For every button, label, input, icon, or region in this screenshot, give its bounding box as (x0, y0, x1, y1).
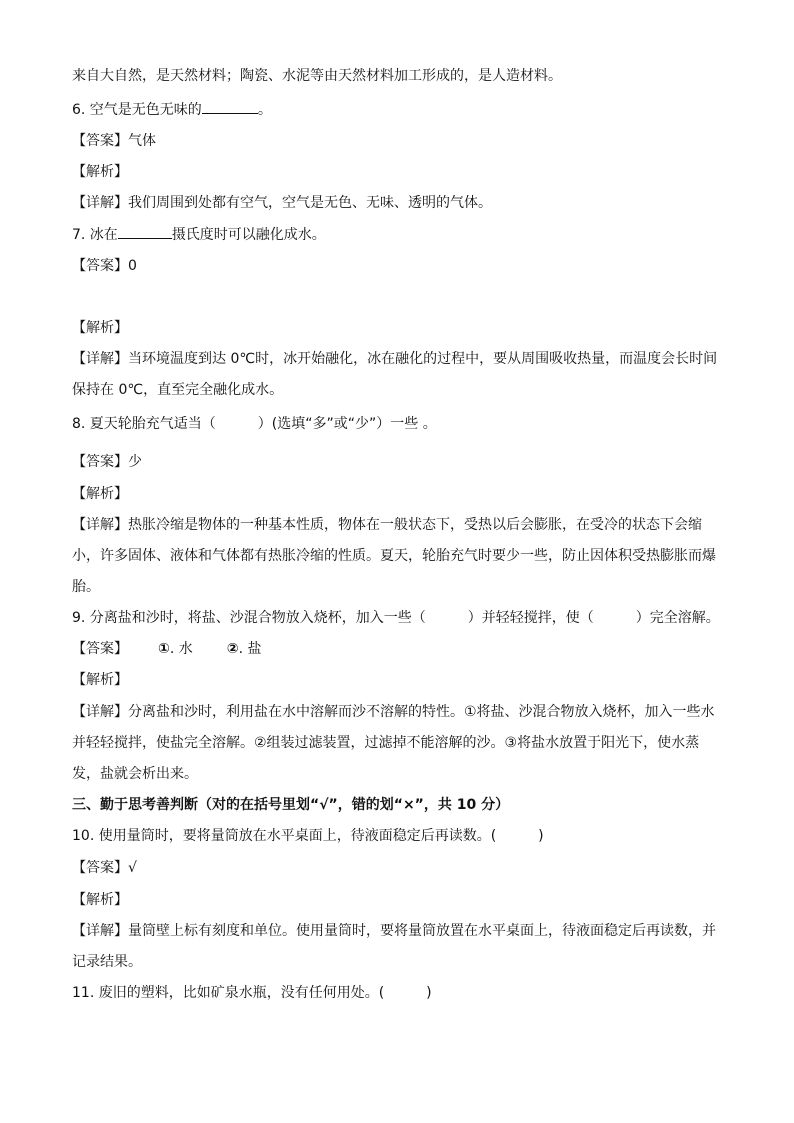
answer-blank (118, 224, 172, 239)
analysis-heading: 【解析】 (72, 672, 128, 688)
question-10: 10. 使用量筒时，要将量筒放在水平桌面上，待液面稳定后再读数。( ) (72, 828, 544, 844)
explanation-9-line-3: 发，盐就会析出来。 (72, 766, 198, 782)
answer-7: 【答案】0 (72, 258, 137, 274)
answer-blank (202, 99, 258, 114)
explanation-10-line-2: 记录结果。 (72, 954, 142, 970)
analysis-heading: 【解析】 (72, 164, 128, 180)
answer-value-2: . 盐 (238, 641, 262, 657)
analysis-heading: 【解析】 (72, 486, 128, 502)
answer-number-2: ② (226, 641, 239, 657)
explanation-8-line-1: 【详解】热胀冷缩是物体的一种基本性质，物体在一般状态下，受热以后会膨胀，在受冷的状态下会缩 (72, 517, 702, 533)
answer-8: 【答案】少 (72, 454, 142, 470)
question-text: 摄氏度时可以融化成水。 (171, 227, 326, 243)
explanation-7-line-1: 【详解】当环境温度到达 0℃时，冰开始融化，冰在融化的过程中，要从周围吸收热量，而温度会长时间 (72, 351, 718, 367)
answer-10: 【答案】√ (72, 860, 137, 876)
analysis-heading: 【解析】 (72, 892, 128, 908)
question-text: 7. 冰在 (72, 227, 118, 243)
answer-6: 【答案】气体 (72, 133, 156, 149)
answer-value-1: . 水 (169, 641, 193, 657)
explanation-8-line-2: 小，许多固体、液体和气体都有热胀冷缩的性质。夏天，轮胎充气时要少一些，防止因体积受热膨胀而爆 (72, 548, 716, 564)
explanation-7-line-2: 保持在 0℃，直至完全融化成水。 (72, 382, 284, 398)
analysis-heading: 【解析】 (72, 320, 128, 336)
question-7 (72, 224, 722, 245)
answer-label: 【答案】 (72, 641, 128, 657)
explanation-6: 【详解】我们周围到处都有空气，空气是无色、无味、透明的气体。 (72, 195, 492, 211)
text-line: 来自大自然，是天然材料；陶瓷、水泥等由天然材料加工形成的，是人造材料。 (72, 68, 562, 84)
section-heading-3: 三、勤于思考善判断（对的在括号里划“√”，错的划“×”，共 10 分） (72, 797, 510, 813)
question-text: 6. 空气是无色无味的 (72, 102, 202, 118)
question-9: 9. 分离盐和沙时，将盐、沙混合物放入烧杯，加入一些（ ）并轻轻搅拌，使（ ）完全溶解。 (72, 610, 720, 626)
question-6 (72, 99, 722, 120)
explanation-9-line-1: 【详解】分离盐和沙时，利用盐在水中溶解而沙不溶解的特性。①将盐、沙混合物放入烧杯，加入一些水 (72, 704, 715, 720)
explanation-8-line-3: 胎。 (72, 579, 100, 595)
question-8: 8. 夏天轮胎充气适当（ ）(选填“多”或“少”）一些 。 (72, 416, 437, 432)
answer-9 (72, 639, 722, 659)
explanation-10-line-1: 【详解】量筒壁上标有刻度和单位。使用量筒时，要将量筒放置在水平桌面上，待液面稳定后再读数，并 (72, 923, 716, 939)
answer-number-1: ① (158, 641, 170, 657)
question-11: 11. 废旧的塑料，比如矿泉水瓶，没有任何用处。( ) (72, 985, 432, 1001)
explanation-9-line-2: 并轻轻搅拌，使盐完全溶解。②组装过滤装置，过滤掉不能溶解的沙。③将盐水放置于阳光下，使水蒸 (72, 735, 700, 751)
question-text: 。 (257, 102, 272, 118)
